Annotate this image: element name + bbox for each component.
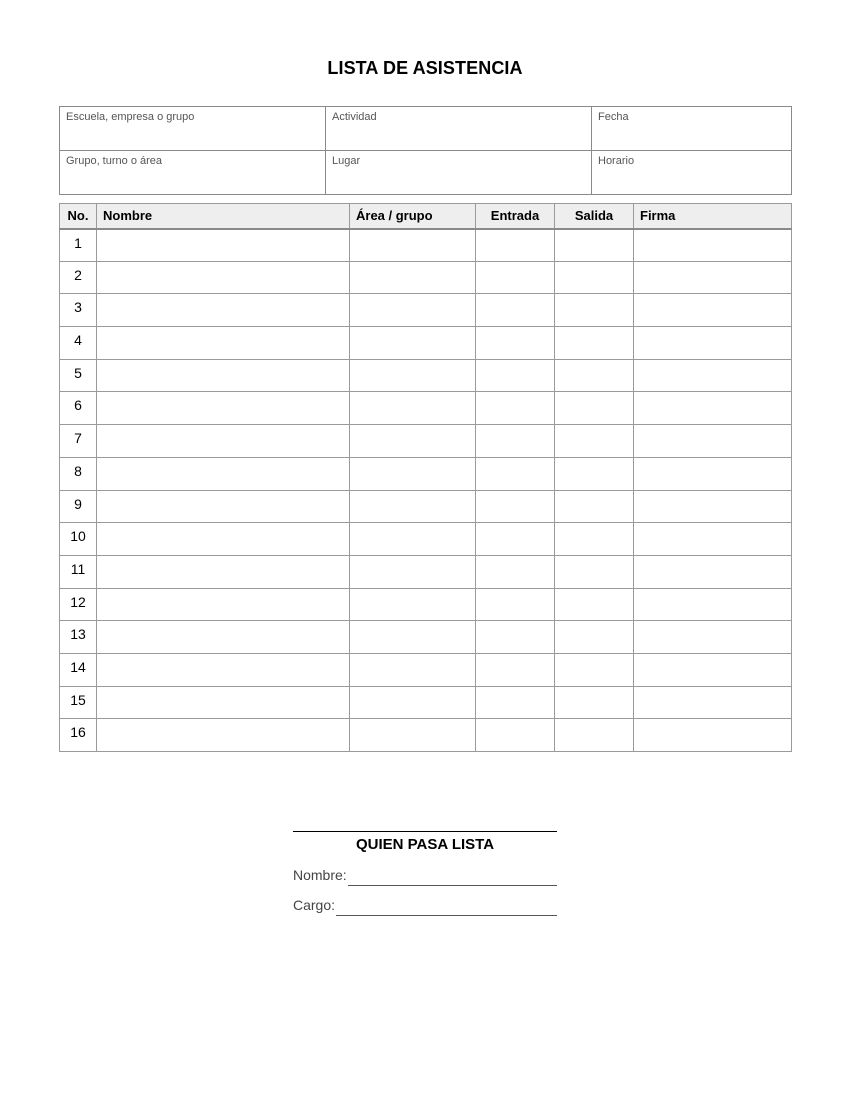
signature-cell[interactable] <box>634 359 792 392</box>
area-group-cell[interactable] <box>350 294 476 327</box>
area-group-cell[interactable] <box>350 653 476 686</box>
attendance-table <box>59 203 792 752</box>
info-row <box>60 107 791 150</box>
area-group-cell[interactable] <box>350 621 476 654</box>
table-row <box>60 327 792 360</box>
row-number: 12 <box>60 588 97 621</box>
name-cell[interactable] <box>97 327 350 360</box>
signer-name-field <box>293 867 557 883</box>
signature-cell[interactable] <box>634 555 792 588</box>
exit-cell[interactable] <box>555 686 634 719</box>
row-number: 16 <box>60 719 97 752</box>
entry-cell[interactable] <box>476 719 555 752</box>
table-header-row <box>60 204 792 229</box>
area-group-cell[interactable] <box>350 261 476 294</box>
name-cell[interactable] <box>97 653 350 686</box>
entry-cell[interactable] <box>476 261 555 294</box>
entry-cell[interactable] <box>476 359 555 392</box>
name-cell[interactable] <box>97 523 350 556</box>
signer-position-label: Cargo: <box>293 897 336 913</box>
signer-name-input[interactable] <box>348 869 557 886</box>
exit-cell[interactable] <box>555 425 634 458</box>
exit-cell[interactable] <box>555 588 634 621</box>
entry-cell[interactable] <box>476 457 555 490</box>
signer-name-label: Nombre: <box>293 867 347 883</box>
table-row <box>60 359 792 392</box>
area-group-cell[interactable] <box>350 392 476 425</box>
row-number: 15 <box>60 686 97 719</box>
signature-cell[interactable] <box>634 686 792 719</box>
exit-cell[interactable] <box>555 719 634 752</box>
schedule-field[interactable]: Horario <box>598 155 635 167</box>
row-number: 9 <box>60 490 97 523</box>
table-row <box>60 588 792 621</box>
name-cell[interactable] <box>97 719 350 752</box>
exit-cell[interactable] <box>555 294 634 327</box>
signature-cell[interactable] <box>634 719 792 752</box>
signature-block <box>293 831 557 913</box>
header-signature: Firma <box>634 204 792 229</box>
table-row <box>60 490 792 523</box>
group-shift-area-field[interactable]: Grupo, turno o área <box>60 151 326 194</box>
entry-cell[interactable] <box>476 327 555 360</box>
entry-cell[interactable] <box>476 555 555 588</box>
signer-position-input[interactable] <box>336 899 557 916</box>
area-group-cell[interactable] <box>350 490 476 523</box>
table-row <box>60 523 792 556</box>
table-row <box>60 294 792 327</box>
area-group-cell[interactable] <box>350 457 476 490</box>
signer-position-field <box>293 897 557 913</box>
row-number: 3 <box>60 294 97 327</box>
row-number: 2 <box>60 261 97 294</box>
signature-cell[interactable] <box>634 490 792 523</box>
exit-cell[interactable] <box>555 523 634 556</box>
name-cell[interactable] <box>97 457 350 490</box>
name-cell[interactable] <box>97 425 350 458</box>
table-row <box>60 621 792 654</box>
signature-cell[interactable] <box>634 588 792 621</box>
entry-cell[interactable] <box>476 490 555 523</box>
name-cell[interactable] <box>97 686 350 719</box>
header-area-group: Área / grupo <box>350 204 476 229</box>
date-field[interactable]: Fecha <box>598 111 629 123</box>
header-exit: Salida <box>555 204 634 229</box>
header-entry: Entrada <box>476 204 555 229</box>
table-row <box>60 392 792 425</box>
info-grid <box>59 106 792 195</box>
signature-cell[interactable] <box>634 327 792 360</box>
area-group-cell[interactable] <box>350 719 476 752</box>
signature-cell[interactable] <box>634 261 792 294</box>
signature-title: QUIEN PASA LISTA <box>355 836 495 853</box>
row-number: 14 <box>60 653 97 686</box>
exit-cell[interactable] <box>555 555 634 588</box>
table-row <box>60 457 792 490</box>
entry-cell[interactable] <box>476 229 555 262</box>
table-row <box>60 261 792 294</box>
signature-cell[interactable] <box>634 229 792 262</box>
exit-cell[interactable] <box>555 653 634 686</box>
entry-cell[interactable] <box>476 588 555 621</box>
area-group-cell[interactable] <box>350 588 476 621</box>
place-field[interactable]: Lugar <box>326 151 592 194</box>
area-group-cell[interactable] <box>350 425 476 458</box>
name-cell[interactable] <box>97 294 350 327</box>
signature-cell[interactable] <box>634 457 792 490</box>
exit-cell[interactable] <box>555 457 634 490</box>
signature-cell[interactable] <box>634 294 792 327</box>
exit-cell[interactable] <box>555 392 634 425</box>
row-number: 7 <box>60 425 97 458</box>
name-cell[interactable] <box>97 261 350 294</box>
row-number: 10 <box>60 523 97 556</box>
entry-cell[interactable] <box>476 621 555 654</box>
table-row <box>60 229 792 262</box>
name-cell[interactable] <box>97 621 350 654</box>
area-group-cell[interactable] <box>350 359 476 392</box>
signature-cell[interactable] <box>634 523 792 556</box>
exit-cell[interactable] <box>555 359 634 392</box>
name-cell[interactable] <box>97 555 350 588</box>
area-group-cell[interactable] <box>350 229 476 262</box>
page-title: LISTA DE ASISTENCIA <box>327 58 523 78</box>
signature-cell[interactable] <box>634 392 792 425</box>
table-row <box>60 719 792 752</box>
exit-cell[interactable] <box>555 261 634 294</box>
signature-cell[interactable] <box>634 425 792 458</box>
header-name: Nombre <box>97 204 350 229</box>
name-cell[interactable] <box>97 392 350 425</box>
row-number: 13 <box>60 621 97 654</box>
area-group-cell[interactable] <box>350 555 476 588</box>
row-number: 8 <box>60 457 97 490</box>
row-number: 1 <box>60 229 97 262</box>
area-group-cell[interactable] <box>350 327 476 360</box>
exit-cell[interactable] <box>555 229 634 262</box>
table-row <box>60 555 792 588</box>
exit-cell[interactable] <box>555 490 634 523</box>
table-row <box>60 686 792 719</box>
name-cell[interactable] <box>97 588 350 621</box>
signature-cell[interactable] <box>634 621 792 654</box>
entry-cell[interactable] <box>476 653 555 686</box>
table-row <box>60 425 792 458</box>
name-cell[interactable] <box>97 229 350 262</box>
row-number: 5 <box>60 359 97 392</box>
signature-cell[interactable] <box>634 653 792 686</box>
entry-cell[interactable] <box>476 425 555 458</box>
entry-cell[interactable] <box>476 686 555 719</box>
info-row <box>60 150 791 194</box>
exit-cell[interactable] <box>555 327 634 360</box>
row-number: 11 <box>60 555 97 588</box>
entry-cell[interactable] <box>476 523 555 556</box>
exit-cell[interactable] <box>555 621 634 654</box>
table-row <box>60 653 792 686</box>
row-number: 6 <box>60 392 97 425</box>
row-number: 4 <box>60 327 97 360</box>
name-cell[interactable] <box>97 490 350 523</box>
entry-cell[interactable] <box>476 392 555 425</box>
school-company-group-field[interactable]: Escuela, empresa o grupo <box>60 107 326 150</box>
header-number: No. <box>60 204 97 229</box>
area-group-cell[interactable] <box>350 686 476 719</box>
area-group-cell[interactable] <box>350 523 476 556</box>
entry-cell[interactable] <box>476 294 555 327</box>
name-cell[interactable] <box>97 359 350 392</box>
activity-field[interactable]: Actividad <box>326 107 592 150</box>
signature-line <box>293 831 557 832</box>
